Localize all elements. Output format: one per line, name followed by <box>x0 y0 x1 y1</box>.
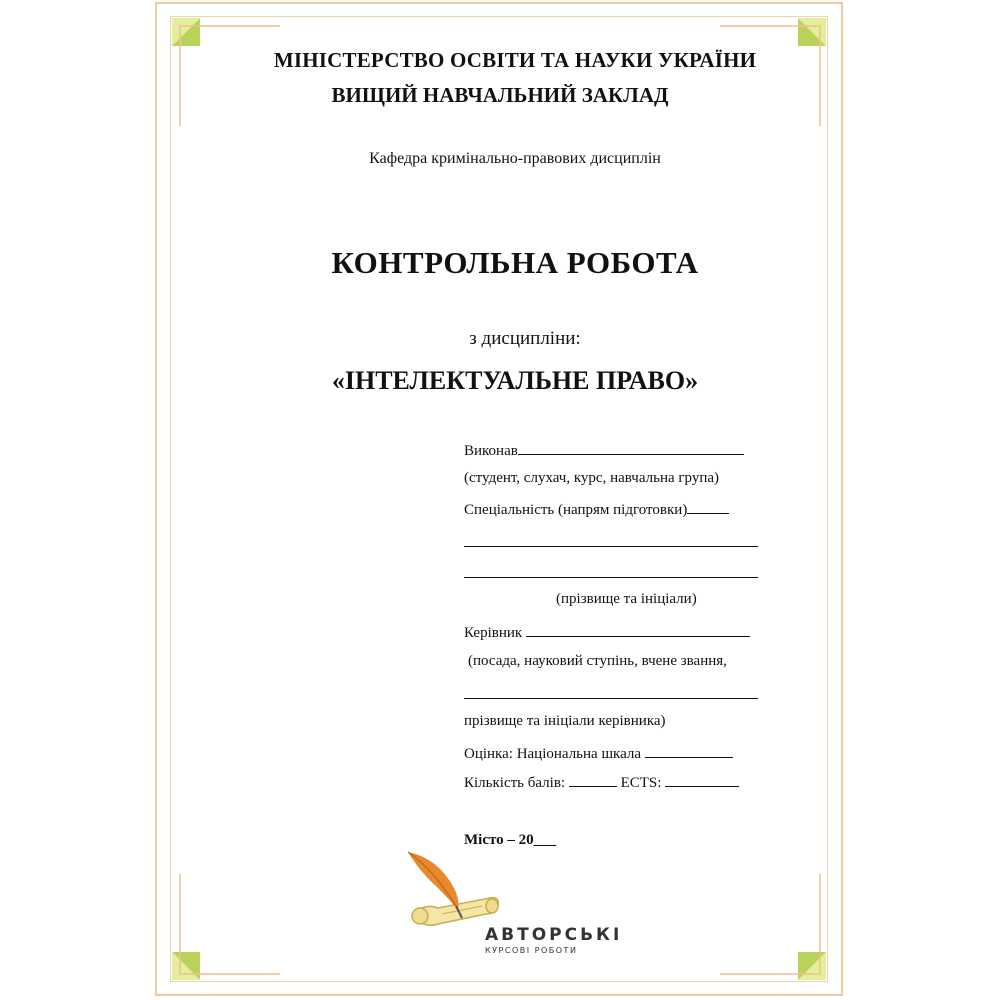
supervisor-name-hint: прізвище та ініціали керівника) <box>464 713 666 729</box>
specialty-field <box>464 499 729 519</box>
grade-field <box>464 743 733 763</box>
name-hint: (прізвище та ініціали) <box>556 591 697 607</box>
institution-heading: ВИЩИЙ НАВЧАЛЬНИЙ ЗАКЛАД <box>331 83 669 107</box>
logo-subtitle: КУРСОВІ РОБОТИ <box>485 946 578 955</box>
ects-blank <box>665 772 739 787</box>
specialty-line-2 <box>464 577 758 578</box>
performed-by-blank <box>518 440 744 455</box>
document-title: КОНТРОЛЬНА РОБОТА <box>331 245 699 280</box>
department-label: Кафедра кримінально-правових дисциплін <box>369 150 661 167</box>
specialty-line-1 <box>464 546 758 547</box>
points-label: Кількість балів: <box>464 775 566 791</box>
city-year: Місто – 20___ <box>464 832 557 848</box>
student-hint: (студент, слухач, курс, навчальна група) <box>464 470 720 486</box>
points-field <box>464 772 739 792</box>
specialty-blank <box>687 499 729 514</box>
points-blank <box>569 772 617 787</box>
supervisor-line <box>464 698 758 699</box>
supervisor-hint: (посада, науковий ступінь, вчене звання, <box>468 653 727 669</box>
discipline-name: «ІНТЕЛЕКТУАЛЬНЕ ПРАВО» <box>331 366 699 395</box>
logo-title: АВТОРСЬКІ <box>485 925 623 945</box>
supervisor-label: Керівник <box>464 625 523 641</box>
supervisor-blank <box>526 622 750 637</box>
ects-label: ECTS: <box>620 775 662 791</box>
discipline-prefix: з дисципліни: <box>469 328 581 349</box>
grade-blank <box>645 743 733 758</box>
specialty-label: Спеціальність (напрям підготовки) <box>464 502 688 518</box>
performed-by-label: Виконав <box>464 443 518 459</box>
grade-label: Оцінка: Національна шкала <box>464 746 641 762</box>
ministry-heading: МІНІСТЕРСТВО ОСВІТИ ТА НАУКИ УКРАЇНИ <box>273 48 757 72</box>
supervisor-field <box>464 622 750 642</box>
performed-by-field <box>464 440 744 460</box>
